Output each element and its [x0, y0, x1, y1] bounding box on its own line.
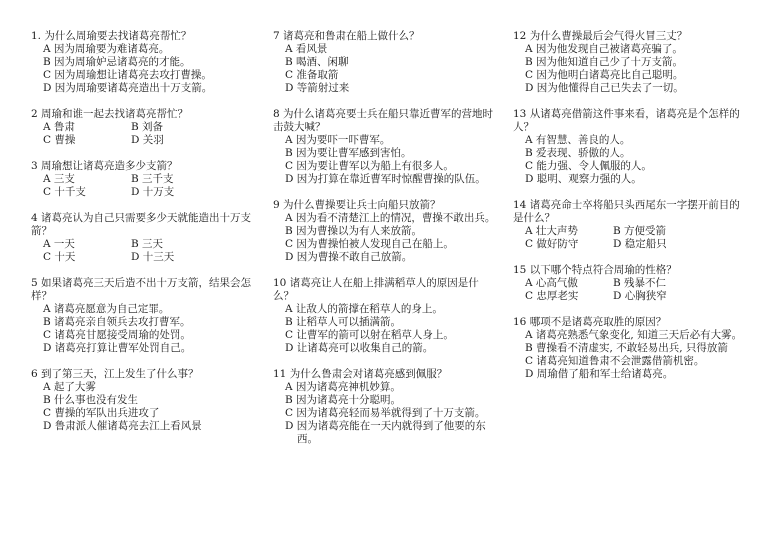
option-d: D 让诸葛亮可以收集自己的箭。 [285, 342, 434, 354]
option-d: D 周瑜借了船和军士给诸葛亮。 [525, 368, 674, 380]
option-a: A 鲁肃 [43, 121, 75, 133]
options [513, 277, 745, 303]
question-text: 3 周瑜想让诸葛亮造多少支箭？ [31, 160, 178, 172]
option-b: B 让稻草人可以插满箭。 [285, 316, 402, 328]
options [513, 134, 745, 186]
option-d: D 十三天 [131, 251, 175, 263]
option-b: B 爱表现、骄傲的人。 [525, 147, 631, 159]
option-c: C 能力强、令人佩服的人。 [525, 160, 652, 172]
options [273, 134, 499, 186]
option-c: C 让曹军的箭可以射在稻草人身上。 [285, 329, 454, 341]
option-a: A 起了大雾 [43, 381, 96, 393]
option-c: C 曹操 [43, 134, 76, 146]
options [273, 212, 499, 264]
option-b: B 因为他知道自己少了十万支箭。 [525, 56, 684, 68]
question-block [31, 212, 257, 264]
option-b: B 刘备 [131, 121, 164, 133]
options [31, 173, 257, 199]
option-b: B 诸葛亮亲自领兵去攻打曹军。 [43, 316, 191, 328]
option-d: D 聪明、观察力强的人。 [525, 173, 642, 185]
question-block [273, 277, 499, 355]
question-text: 11 为什么鲁肃会对诸葛亮感到佩服？ [273, 368, 448, 380]
option-b: B 曹操看不清虚实, 不敢轻易出兵, 只得放箭 [525, 342, 728, 354]
question-text: 1. 为什么周瑜要去找诸葛亮帮忙？ [31, 30, 192, 42]
question-block [273, 368, 499, 446]
options [513, 329, 745, 381]
option-c: C 因为曹操怕被人发现自己在船上。 [285, 238, 454, 250]
question-block [273, 30, 499, 95]
option-b: B 什么事也没有发生 [43, 394, 139, 406]
question-block [513, 316, 745, 381]
question-text: 4 诸葛亮认为自己只需要多少天就能造出十万支箭？ [31, 212, 252, 237]
question-text: 14 诸葛亮命士卒将船只头西尾东一字摆开前目的是什么？ [513, 199, 740, 224]
question-text: 10 诸葛亮让人在船上排满稻草人的原因是什么？ [273, 277, 479, 302]
option-a: A 让敌人的箭撑在稻草人的身上。 [285, 303, 443, 315]
options [273, 381, 499, 446]
question-block [31, 108, 257, 147]
option-d: D 关羽 [131, 134, 164, 146]
option-d: D 因为曹操不敢自己放箭。 [285, 251, 413, 263]
option-d: D 因为他懂得自己已失去了一切。 [525, 82, 684, 94]
question-block [513, 264, 745, 303]
question-text: 12 为什么曹操最后会气得火冒三丈？ [513, 30, 688, 42]
option-d: D 稳定船只 [613, 238, 667, 250]
options [31, 381, 257, 433]
options [273, 43, 499, 95]
option-c: C 因为要让曹军以为船上有很多人。 [285, 160, 454, 172]
option-d: D 鲁肃派人催诸葛亮去江上看风景 [43, 420, 202, 432]
option-b: B 残暴不仁 [613, 277, 667, 289]
question-text: 2 周瑜和谁一起去找诸葛亮帮忙？ [31, 108, 189, 120]
question-block [513, 199, 745, 251]
option-a: A 因为周瑜要为难诸葛亮。 [43, 43, 170, 55]
option-a: A 有智慧、善良的人。 [525, 134, 631, 146]
question-text: 6 到了第三天，江上发生了什么事？ [31, 368, 199, 380]
question-text: 8 为什么诸葛亮要士兵在船只靠近曹军的营地时击鼓大喊？ [273, 108, 494, 133]
option-b: B 因为曹操以为有人来放箭。 [285, 225, 423, 237]
option-c: C 诸葛亮知道鲁肃不会泄露借箭机密。 [525, 355, 705, 367]
option-a: A 壮大声势 [525, 225, 578, 237]
option-c: C 准备取箭 [285, 69, 339, 81]
question-block [31, 277, 257, 355]
option-c: C 因为他明白诸葛亮比自己聪明。 [525, 69, 684, 81]
option-a: A 因为要吓一吓曹军。 [285, 134, 391, 146]
question-block [513, 30, 745, 95]
option-c: C 因为诸葛亮轻而易举就得到了十万支箭。 [285, 407, 486, 419]
option-c: C 忠厚老实 [525, 290, 579, 302]
option-d: D 等箭射过来 [285, 82, 350, 94]
column-3 [513, 30, 745, 394]
option-d: D 因为打算在靠近曹军时惊醒曹操的队伍。 [285, 173, 486, 185]
question-block [31, 368, 257, 433]
question-text: 15 以下哪个特点符合周瑜的性格？ [513, 264, 677, 276]
option-b: B 三天 [131, 238, 164, 250]
option-a: A 诸葛亮愿意为自己定罪。 [43, 303, 170, 315]
option-a: A 因为看不清楚江上的情况，曹操不敢出兵。 [285, 212, 496, 224]
option-a: A 三支 [43, 173, 75, 185]
option-d: D 诸葛亮打算让曹军处罚自己。 [43, 342, 192, 354]
option-d: D 心胸狭窄 [613, 290, 667, 302]
options [513, 43, 745, 95]
options [31, 303, 257, 355]
question-block [273, 199, 499, 264]
question-block [31, 30, 257, 95]
question-text: 9 为什么曹操要让兵士向船只放箭？ [273, 199, 441, 211]
question-text: 7 诸葛亮和鲁肃在船上做什么？ [273, 30, 420, 42]
options [513, 225, 745, 251]
option-b: B 方便受箭 [613, 225, 667, 237]
question-text: 16 哪项不是诸葛亮取胜的原因？ [513, 316, 667, 328]
option-a: A 看风景 [285, 43, 328, 55]
option-d: D 十万支 [131, 186, 175, 198]
option-c: C 做好防守 [525, 238, 579, 250]
option-b: B 因为要让曹军感到害怕。 [285, 147, 412, 159]
option-b: B 喝酒、闲聊 [285, 56, 349, 68]
options [31, 43, 257, 95]
option-c: C 因为周瑜想让诸葛亮去攻打曹操。 [43, 69, 212, 81]
option-b: B 因为周瑜妒忌诸葛亮的才能。 [43, 56, 191, 68]
option-a: A 一天 [43, 238, 75, 250]
option-d: D 因为周瑜要诸葛亮造出十万支箭。 [43, 82, 213, 94]
column-2 [273, 30, 499, 459]
option-c: C 诸葛亮甘愿接受周瑜的处罚。 [43, 329, 191, 341]
option-d: D 因为诸葛亮能在一天内就得到了他要的东西。 [285, 420, 486, 445]
option-a: A 心高气傲 [525, 277, 578, 289]
option-c: C 十千支 [43, 186, 86, 198]
question-text: 5 如果诸葛亮三天后造不出十万支箭，结果会怎样？ [31, 277, 252, 302]
option-a: A 因为诸葛亮神机妙算。 [285, 381, 401, 393]
question-text: 13 从诸葛亮借箭这件事来看，诸葛亮是个怎样的人？ [513, 108, 740, 133]
option-c: C 曹操的军队出兵进攻了 [43, 407, 160, 419]
option-b: B 三千支 [131, 173, 174, 185]
option-a: A 诸葛亮熟悉气象变化, 知道三天后必有大雾。 [525, 329, 743, 341]
column-1 [31, 30, 257, 446]
question-block [31, 160, 257, 199]
options [273, 303, 499, 355]
options [31, 238, 257, 264]
option-c: C 十天 [43, 251, 76, 263]
option-a: A 因为他发现自己被诸葛亮骗了。 [525, 43, 683, 55]
option-b: B 因为诸葛亮十分聪明。 [285, 394, 402, 406]
question-block [273, 108, 499, 186]
options [31, 121, 257, 147]
question-block [513, 108, 745, 186]
